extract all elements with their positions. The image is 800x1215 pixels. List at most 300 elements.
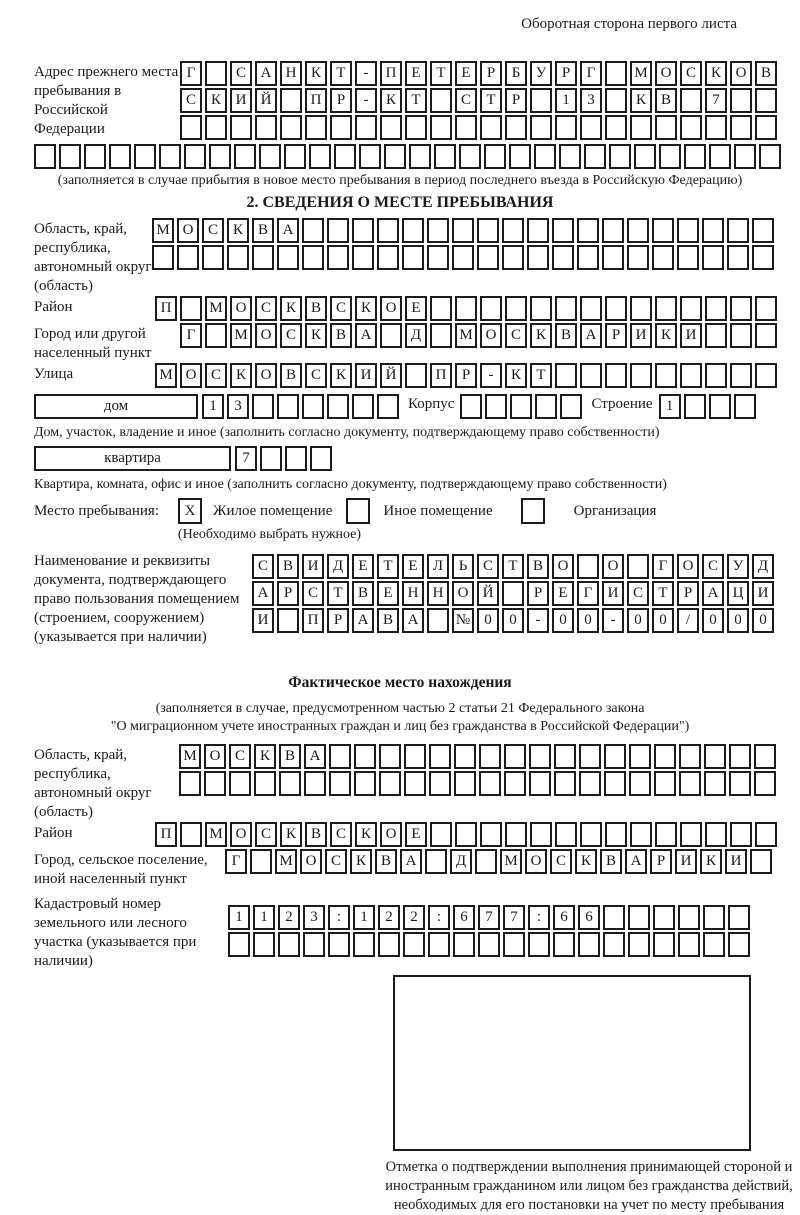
char-cell[interactable] — [379, 744, 401, 769]
char-cell[interactable]: И — [752, 581, 774, 606]
char-cell[interactable] — [603, 932, 625, 957]
char-cell[interactable] — [302, 394, 324, 419]
char-cell[interactable] — [204, 771, 226, 796]
char-cell[interactable]: О — [255, 323, 277, 348]
char-cell[interactable]: В — [377, 608, 399, 633]
char-cell[interactable] — [680, 296, 702, 321]
char-cell[interactable] — [628, 932, 650, 957]
char-cell[interactable] — [755, 296, 777, 321]
char-cell[interactable] — [678, 905, 700, 930]
char-cell[interactable] — [234, 144, 256, 169]
char-cell[interactable]: С — [180, 88, 202, 113]
char-cell[interactable] — [530, 88, 552, 113]
char-cell[interactable] — [705, 115, 727, 140]
char-cell[interactable] — [529, 744, 551, 769]
char-cell[interactable] — [530, 115, 552, 140]
char-cell[interactable]: Й — [255, 88, 277, 113]
char-cell[interactable] — [277, 608, 299, 633]
char-cell[interactable]: Ь — [452, 554, 474, 579]
char-cell[interactable] — [405, 115, 427, 140]
char-cell[interactable] — [680, 88, 702, 113]
char-cell[interactable]: С — [455, 88, 477, 113]
char-cell[interactable]: С — [325, 849, 347, 874]
char-cell[interactable]: М — [500, 849, 522, 874]
char-cell[interactable]: 0 — [727, 608, 749, 633]
char-cell[interactable] — [504, 744, 526, 769]
char-cell[interactable]: О — [525, 849, 547, 874]
char-cell[interactable] — [754, 744, 776, 769]
char-cell[interactable] — [555, 296, 577, 321]
char-cell[interactable] — [552, 218, 574, 243]
char-cell[interactable] — [205, 115, 227, 140]
char-cell[interactable]: К — [230, 363, 252, 388]
char-cell[interactable]: 0 — [552, 608, 574, 633]
char-cell[interactable] — [580, 822, 602, 847]
char-cell[interactable] — [427, 245, 449, 270]
char-cell[interactable] — [580, 296, 602, 321]
char-cell[interactable] — [577, 554, 599, 579]
char-cell[interactable]: Н — [402, 581, 424, 606]
char-cell[interactable] — [653, 932, 675, 957]
char-cell[interactable]: О — [180, 363, 202, 388]
char-cell[interactable]: К — [330, 363, 352, 388]
char-cell[interactable] — [377, 394, 399, 419]
char-cell[interactable]: С — [680, 61, 702, 86]
char-cell[interactable] — [527, 245, 549, 270]
char-cell[interactable]: Р — [505, 88, 527, 113]
char-cell[interactable] — [602, 218, 624, 243]
checkbox-organization[interactable] — [521, 498, 545, 524]
char-cell[interactable]: Р — [650, 849, 672, 874]
char-cell[interactable] — [680, 822, 702, 847]
char-cell[interactable]: Г — [225, 849, 247, 874]
char-cell[interactable] — [728, 932, 750, 957]
char-cell[interactable] — [354, 771, 376, 796]
char-cell[interactable]: О — [255, 363, 277, 388]
char-cell[interactable]: К — [380, 88, 402, 113]
char-cell[interactable] — [630, 822, 652, 847]
char-cell[interactable] — [354, 744, 376, 769]
char-cell[interactable] — [503, 932, 525, 957]
char-cell[interactable] — [755, 822, 777, 847]
char-cell[interactable] — [479, 744, 501, 769]
char-cell[interactable] — [554, 771, 576, 796]
char-cell[interactable] — [605, 115, 627, 140]
char-cell[interactable]: С — [627, 581, 649, 606]
char-cell[interactable] — [454, 771, 476, 796]
char-cell[interactable]: М — [155, 363, 177, 388]
char-cell[interactable] — [755, 115, 777, 140]
char-cell[interactable] — [252, 245, 274, 270]
char-cell[interactable] — [252, 394, 274, 419]
char-cell[interactable]: И — [602, 581, 624, 606]
char-cell[interactable]: 6 — [453, 905, 475, 930]
char-cell[interactable] — [605, 296, 627, 321]
char-cell[interactable]: Й — [380, 363, 402, 388]
char-cell[interactable] — [755, 88, 777, 113]
char-cell[interactable]: И — [252, 608, 274, 633]
char-cell[interactable] — [430, 115, 452, 140]
char-cell[interactable]: 0 — [652, 608, 674, 633]
char-cell[interactable] — [253, 932, 275, 957]
char-cell[interactable] — [284, 144, 306, 169]
char-cell[interactable] — [759, 144, 781, 169]
char-cell[interactable]: В — [305, 296, 327, 321]
char-cell[interactable]: В — [330, 323, 352, 348]
char-cell[interactable] — [577, 218, 599, 243]
char-cell[interactable] — [285, 446, 307, 471]
char-cell[interactable] — [59, 144, 81, 169]
char-cell[interactable]: 1 — [228, 905, 250, 930]
char-cell[interactable]: С — [477, 554, 499, 579]
char-cell[interactable] — [730, 363, 752, 388]
char-cell[interactable]: К — [505, 363, 527, 388]
char-cell[interactable] — [578, 932, 600, 957]
char-cell[interactable] — [330, 115, 352, 140]
char-cell[interactable]: С — [550, 849, 572, 874]
char-cell[interactable]: Р — [277, 581, 299, 606]
char-cell[interactable] — [377, 245, 399, 270]
char-cell[interactable]: 1 — [253, 905, 275, 930]
char-cell[interactable]: С — [252, 554, 274, 579]
char-cell[interactable] — [229, 771, 251, 796]
char-cell[interactable]: И — [630, 323, 652, 348]
char-cell[interactable]: М — [152, 218, 174, 243]
char-cell[interactable]: О — [230, 822, 252, 847]
char-cell[interactable]: К — [700, 849, 722, 874]
char-cell[interactable]: В — [252, 218, 274, 243]
char-cell[interactable] — [453, 932, 475, 957]
char-cell[interactable] — [705, 296, 727, 321]
char-cell[interactable]: У — [530, 61, 552, 86]
char-cell[interactable] — [304, 771, 326, 796]
char-cell[interactable] — [378, 932, 400, 957]
char-cell[interactable] — [310, 446, 332, 471]
char-cell[interactable] — [327, 394, 349, 419]
char-cell[interactable] — [303, 932, 325, 957]
char-cell[interactable] — [430, 822, 452, 847]
char-cell[interactable] — [380, 323, 402, 348]
char-cell[interactable]: О — [602, 554, 624, 579]
char-cell[interactable] — [309, 144, 331, 169]
char-cell[interactable]: С — [330, 296, 352, 321]
char-cell[interactable]: 3 — [580, 88, 602, 113]
char-cell[interactable]: 0 — [627, 608, 649, 633]
char-cell[interactable]: Г — [180, 323, 202, 348]
char-cell[interactable]: 0 — [702, 608, 724, 633]
char-cell[interactable]: Е — [377, 581, 399, 606]
char-cell[interactable]: М — [275, 849, 297, 874]
char-cell[interactable] — [684, 144, 706, 169]
char-cell[interactable] — [429, 771, 451, 796]
char-cell[interactable] — [727, 218, 749, 243]
char-cell[interactable] — [709, 144, 731, 169]
char-cell[interactable]: Р — [605, 323, 627, 348]
char-cell[interactable]: Т — [480, 88, 502, 113]
char-cell[interactable]: В — [600, 849, 622, 874]
char-cell[interactable]: / — [677, 608, 699, 633]
char-cell[interactable]: М — [205, 822, 227, 847]
char-cell[interactable] — [353, 932, 375, 957]
char-cell[interactable] — [680, 115, 702, 140]
char-cell[interactable] — [279, 771, 301, 796]
char-cell[interactable]: - — [602, 608, 624, 633]
char-cell[interactable]: П — [302, 608, 324, 633]
char-cell[interactable]: 1 — [353, 905, 375, 930]
char-cell[interactable]: К — [575, 849, 597, 874]
char-cell[interactable]: А — [255, 61, 277, 86]
char-cell[interactable] — [327, 218, 349, 243]
char-cell[interactable] — [630, 115, 652, 140]
char-cell[interactable]: Т — [652, 581, 674, 606]
char-cell[interactable] — [502, 245, 524, 270]
char-cell[interactable] — [329, 771, 351, 796]
char-cell[interactable]: 7 — [503, 905, 525, 930]
char-cell[interactable] — [480, 296, 502, 321]
char-cell[interactable] — [629, 771, 651, 796]
char-cell[interactable] — [530, 296, 552, 321]
char-cell[interactable]: П — [380, 61, 402, 86]
char-cell[interactable]: К — [205, 88, 227, 113]
char-cell[interactable] — [109, 144, 131, 169]
char-cell[interactable]: - — [527, 608, 549, 633]
char-cell[interactable]: С — [330, 822, 352, 847]
char-cell[interactable]: К — [254, 744, 276, 769]
char-cell[interactable] — [380, 115, 402, 140]
char-cell[interactable] — [734, 394, 756, 419]
char-cell[interactable] — [530, 822, 552, 847]
char-cell[interactable]: А — [252, 581, 274, 606]
char-cell[interactable] — [527, 218, 549, 243]
char-cell[interactable] — [705, 822, 727, 847]
char-cell[interactable] — [455, 296, 477, 321]
char-cell[interactable] — [405, 363, 427, 388]
char-cell[interactable] — [680, 363, 702, 388]
char-cell[interactable] — [302, 245, 324, 270]
char-cell[interactable]: П — [155, 822, 177, 847]
char-cell[interactable] — [552, 245, 574, 270]
char-cell[interactable] — [427, 608, 449, 633]
char-cell[interactable] — [302, 218, 324, 243]
char-cell[interactable] — [327, 245, 349, 270]
char-cell[interactable] — [510, 394, 532, 419]
char-cell[interactable] — [480, 822, 502, 847]
char-cell[interactable] — [604, 744, 626, 769]
char-cell[interactable]: Т — [430, 61, 452, 86]
char-cell[interactable] — [684, 394, 706, 419]
char-cell[interactable]: О — [204, 744, 226, 769]
char-cell[interactable]: Р — [555, 61, 577, 86]
char-cell[interactable] — [653, 905, 675, 930]
char-cell[interactable] — [352, 394, 374, 419]
char-cell[interactable] — [205, 323, 227, 348]
char-cell[interactable]: В — [352, 581, 374, 606]
char-cell[interactable] — [377, 218, 399, 243]
char-cell[interactable] — [730, 115, 752, 140]
char-cell[interactable] — [630, 363, 652, 388]
char-cell[interactable]: Е — [352, 554, 374, 579]
char-cell[interactable] — [654, 771, 676, 796]
char-cell[interactable]: : — [528, 905, 550, 930]
char-cell[interactable] — [209, 144, 231, 169]
char-cell[interactable]: 1 — [659, 394, 681, 419]
char-cell[interactable] — [404, 744, 426, 769]
char-cell[interactable]: Р — [480, 61, 502, 86]
char-cell[interactable] — [605, 61, 627, 86]
char-cell[interactable] — [679, 771, 701, 796]
char-cell[interactable]: А — [580, 323, 602, 348]
char-cell[interactable] — [752, 245, 774, 270]
char-cell[interactable] — [454, 744, 476, 769]
char-cell[interactable] — [509, 144, 531, 169]
char-cell[interactable]: К — [530, 323, 552, 348]
char-cell[interactable]: П — [155, 296, 177, 321]
char-cell[interactable]: 0 — [577, 608, 599, 633]
char-cell[interactable]: Е — [405, 296, 427, 321]
char-cell[interactable]: 2 — [378, 905, 400, 930]
char-cell[interactable]: С — [305, 363, 327, 388]
char-cell[interactable]: Т — [377, 554, 399, 579]
char-cell[interactable]: М — [230, 323, 252, 348]
char-cell[interactable] — [409, 144, 431, 169]
char-cell[interactable] — [84, 144, 106, 169]
char-cell[interactable] — [555, 363, 577, 388]
char-cell[interactable]: Е — [552, 581, 574, 606]
char-cell[interactable]: К — [305, 61, 327, 86]
char-cell[interactable]: С — [205, 363, 227, 388]
char-cell[interactable] — [477, 218, 499, 243]
char-cell[interactable] — [177, 245, 199, 270]
char-cell[interactable] — [728, 905, 750, 930]
char-cell[interactable]: У — [727, 554, 749, 579]
char-cell[interactable] — [529, 771, 551, 796]
char-cell[interactable]: Г — [652, 554, 674, 579]
char-cell[interactable] — [402, 245, 424, 270]
char-cell[interactable]: С — [229, 744, 251, 769]
char-cell[interactable] — [730, 296, 752, 321]
char-cell[interactable] — [559, 144, 581, 169]
char-cell[interactable] — [702, 245, 724, 270]
char-cell[interactable] — [553, 932, 575, 957]
char-cell[interactable] — [502, 581, 524, 606]
char-cell[interactable] — [627, 218, 649, 243]
char-cell[interactable]: - — [480, 363, 502, 388]
char-cell[interactable] — [485, 394, 507, 419]
char-cell[interactable] — [434, 144, 456, 169]
char-cell[interactable] — [628, 905, 650, 930]
char-cell[interactable] — [259, 144, 281, 169]
char-cell[interactable] — [280, 115, 302, 140]
char-cell[interactable]: 1 — [202, 394, 224, 419]
char-cell[interactable] — [652, 245, 674, 270]
char-cell[interactable]: О — [480, 323, 502, 348]
char-cell[interactable] — [730, 88, 752, 113]
char-cell[interactable]: К — [655, 323, 677, 348]
char-cell[interactable] — [479, 771, 501, 796]
char-cell[interactable] — [430, 323, 452, 348]
char-cell[interactable]: А — [304, 744, 326, 769]
char-cell[interactable]: А — [702, 581, 724, 606]
char-cell[interactable] — [428, 932, 450, 957]
char-cell[interactable] — [475, 849, 497, 874]
char-cell[interactable] — [609, 144, 631, 169]
char-cell[interactable] — [730, 323, 752, 348]
char-cell[interactable]: Е — [405, 822, 427, 847]
char-cell[interactable] — [603, 905, 625, 930]
char-cell[interactable]: Л — [427, 554, 449, 579]
char-cell[interactable]: 7 — [235, 446, 257, 471]
char-cell[interactable] — [584, 144, 606, 169]
char-cell[interactable]: Б — [505, 61, 527, 86]
char-cell[interactable]: М — [630, 61, 652, 86]
char-cell[interactable] — [384, 144, 406, 169]
char-cell[interactable] — [179, 771, 201, 796]
char-cell[interactable]: Г — [580, 61, 602, 86]
char-cell[interactable] — [402, 218, 424, 243]
char-cell[interactable]: К — [630, 88, 652, 113]
char-cell[interactable] — [277, 394, 299, 419]
char-cell[interactable]: 7 — [705, 88, 727, 113]
char-cell[interactable]: 3 — [227, 394, 249, 419]
char-cell[interactable]: О — [452, 581, 474, 606]
char-cell[interactable] — [352, 218, 374, 243]
char-cell[interactable] — [602, 245, 624, 270]
char-cell[interactable]: Г — [180, 61, 202, 86]
char-cell[interactable] — [404, 771, 426, 796]
char-cell[interactable] — [180, 296, 202, 321]
char-cell[interactable] — [705, 363, 727, 388]
char-cell[interactable]: 3 — [303, 905, 325, 930]
char-cell[interactable]: О — [177, 218, 199, 243]
char-cell[interactable] — [627, 245, 649, 270]
char-cell[interactable]: 0 — [477, 608, 499, 633]
char-cell[interactable] — [334, 144, 356, 169]
char-cell[interactable]: С — [702, 554, 724, 579]
char-cell[interactable]: А — [400, 849, 422, 874]
char-cell[interactable] — [579, 744, 601, 769]
char-cell[interactable] — [480, 115, 502, 140]
char-cell[interactable] — [755, 363, 777, 388]
char-cell[interactable] — [425, 849, 447, 874]
char-cell[interactable] — [534, 144, 556, 169]
char-cell[interactable]: 6 — [553, 905, 575, 930]
char-cell[interactable]: 0 — [502, 608, 524, 633]
char-cell[interactable]: Г — [577, 581, 599, 606]
char-cell[interactable] — [134, 144, 156, 169]
char-cell[interactable]: А — [355, 323, 377, 348]
char-cell[interactable]: И — [230, 88, 252, 113]
char-cell[interactable] — [754, 771, 776, 796]
char-cell[interactable] — [652, 218, 674, 243]
char-cell[interactable]: К — [227, 218, 249, 243]
char-cell[interactable] — [709, 394, 731, 419]
char-cell[interactable] — [505, 822, 527, 847]
char-cell[interactable]: К — [705, 61, 727, 86]
char-cell[interactable]: В — [279, 744, 301, 769]
char-cell[interactable]: С — [255, 822, 277, 847]
char-cell[interactable] — [729, 771, 751, 796]
char-cell[interactable]: П — [430, 363, 452, 388]
char-cell[interactable]: О — [230, 296, 252, 321]
char-cell[interactable] — [430, 88, 452, 113]
char-cell[interactable]: П — [305, 88, 327, 113]
char-cell[interactable] — [702, 218, 724, 243]
char-cell[interactable] — [277, 245, 299, 270]
char-cell[interactable] — [755, 323, 777, 348]
char-cell[interactable]: 7 — [478, 905, 500, 930]
char-cell[interactable] — [379, 771, 401, 796]
char-cell[interactable]: О — [552, 554, 574, 579]
